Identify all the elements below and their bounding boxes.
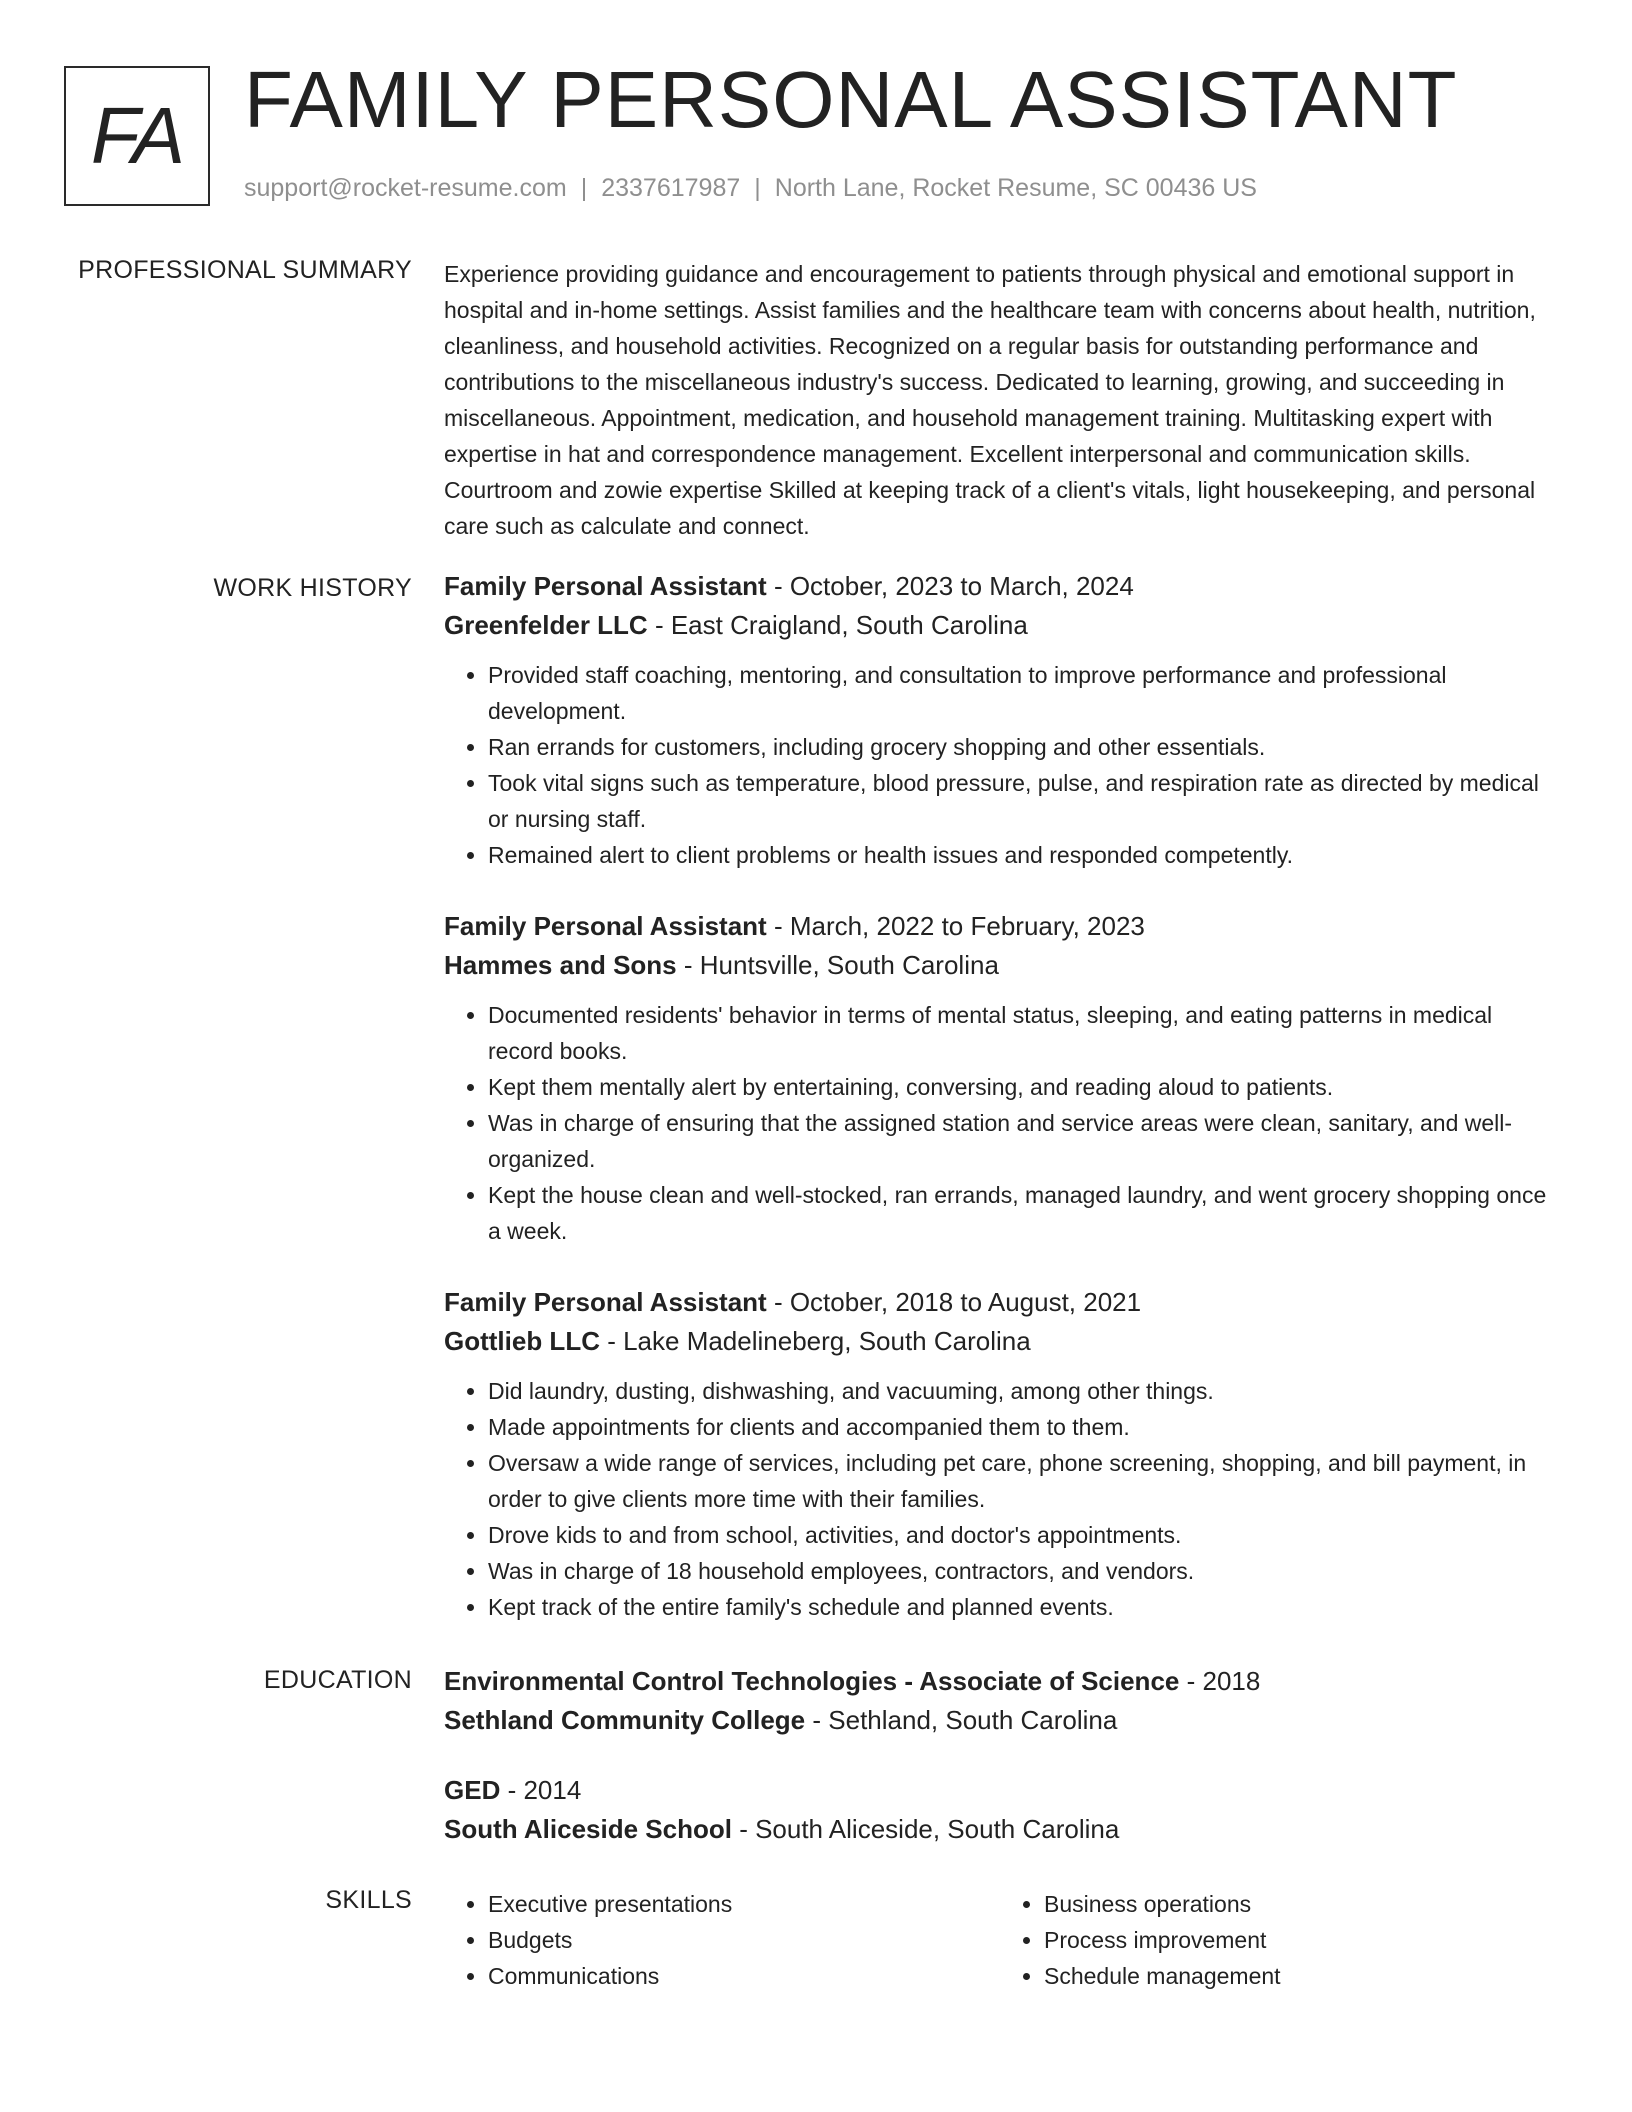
skills-column (444, 1886, 1000, 1994)
job-duty: • Made appointments for clients and accompanied them to them. (488, 1409, 1556, 1445)
monogram-initials: FA (90, 91, 184, 180)
job-company: Greenfelder LLC (444, 610, 648, 640)
job-duties-list (444, 657, 1556, 873)
education-entry (444, 1662, 1556, 1740)
contact-separator: | (754, 174, 761, 202)
contact-separator: | (580, 174, 588, 202)
job-duty: • Was in charge of 18 household employees, contractors, and vendors. (488, 1553, 1556, 1589)
education-school: South Aliceside School (444, 1814, 732, 1844)
education-school: Sethland Community College (444, 1705, 806, 1735)
education-school-line (444, 1810, 1556, 1849)
page-title: FAMILY PERSONAL ASSISTANT (244, 55, 1458, 144)
section-title-skills: SKILLS (325, 1886, 412, 1914)
job-duties-list (444, 1373, 1556, 1625)
job-duty: • Kept them mentally alert by entertaining, conversing, and reading aloud to patients. (488, 1069, 1556, 1105)
job-duties-list (444, 997, 1556, 1249)
skill-item: • Budgets (488, 1922, 1000, 1958)
job-title-line (444, 567, 1556, 606)
skill-item: • Schedule management (1044, 1958, 1556, 1994)
job-duty: • Was in charge of ensuring that the assigned station and service areas were clean, sanitary, and well-organized. (488, 1105, 1556, 1177)
education-school-line (444, 1701, 1556, 1740)
job-duty: • Took vital signs such as temperature, blood pressure, pulse, and respiration rate as directed by medical or nursing staff. (488, 765, 1556, 837)
education-degree-line (444, 1771, 1556, 1810)
job-company: Hammes and Sons (444, 950, 677, 980)
education-degree-line (444, 1662, 1556, 1701)
education-location: - South Aliceside, South Carolina (731, 1814, 1120, 1844)
job-title-line (444, 907, 1556, 946)
job-duty: • Kept the house clean and well-stocked, ran errands, managed laundry, and went grocery shopping once a week. (488, 1177, 1556, 1249)
job-dates: - March, 2022 to February, 2023 (766, 911, 1145, 941)
section-title-work-history: WORK HISTORY (213, 574, 412, 602)
job-dates: - October, 2023 to March, 2024 (766, 571, 1134, 601)
education-location: - Sethland, South Carolina (805, 1705, 1118, 1735)
job-role: Family Personal Assistant (444, 1287, 767, 1317)
contact-line (244, 174, 1257, 203)
summary-text: Experience providing guidance and encouragement to patients through physical and emotional support in hospital and in-home settings. Assist families and the healthcare team with concerns about health, nutrition, cleanliness, and household activities. Recognized on a regular basis for outstanding performance and contributions to the miscellaneous industry's success. Dedicated to learning, growing, and succeeding in miscellaneous. Appointment, medication, and household management training. Multitasking expert with expertise in hat and correspondence management. Excellent interpersonal and communication skills. Courtroom and zowie expertise Skilled at keeping track of a client's vitals, light housekeeping, and personal care such as calculate and connect. (444, 261, 1536, 539)
job-company-line (444, 1322, 1556, 1361)
job-company-line (444, 946, 1556, 985)
section-title-education: EDUCATION (263, 1666, 412, 1694)
education-year: - 2018 (1179, 1666, 1261, 1696)
job-entry (444, 567, 1556, 873)
job-duty: • Remained alert to client problems or health issues and responded competently. (488, 837, 1556, 873)
job-duty: • Drove kids to and from school, activities, and doctor's appointments. (488, 1517, 1556, 1553)
education-year: - 2014 (500, 1775, 582, 1805)
job-location: - Huntsville, South Carolina (676, 950, 999, 980)
skill-item: • Executive presentations (488, 1886, 1000, 1922)
job-duty: • Did laundry, dusting, dishwashing, and vacuuming, among other things. (488, 1373, 1556, 1409)
job-duty: • Kept track of the entire family's schedule and planned events. (488, 1589, 1556, 1625)
job-duty: • Documented residents' behavior in terms of mental status, sleeping, and eating patterns in medical record books. (488, 997, 1556, 1069)
job-entry (444, 1283, 1556, 1625)
section-title-summary: PROFESSIONAL SUMMARY (78, 256, 412, 284)
education-degree: Environmental Control Technologies - Associate of Science (444, 1666, 1180, 1696)
skills-column (1000, 1886, 1556, 1994)
job-company: Gottlieb LLC (444, 1326, 600, 1356)
job-dates: - October, 2018 to August, 2021 (766, 1287, 1142, 1317)
contact-phone[interactable]: 2337617987 (601, 174, 741, 202)
job-role: Family Personal Assistant (444, 571, 767, 601)
contact-address: North Lane, Rocket Resume, SC 00436 US (774, 174, 1257, 202)
contact-email[interactable]: support@rocket-resume.com (244, 174, 567, 202)
job-entry (444, 907, 1556, 1249)
monogram-logo (64, 66, 210, 206)
skill-item: • Communications (488, 1958, 1000, 1994)
job-company-line (444, 606, 1556, 645)
job-duty: • Provided staff coaching, mentoring, and consultation to improve performance and professional development. (488, 657, 1556, 729)
education-entry (444, 1771, 1556, 1849)
job-title-line (444, 1283, 1556, 1322)
skills-list (444, 1886, 1556, 1994)
skill-item: • Business operations (1044, 1886, 1556, 1922)
job-location: - Lake Madelineberg, South Carolina (599, 1326, 1031, 1356)
job-role: Family Personal Assistant (444, 911, 767, 941)
job-duty: • Ran errands for customers, including grocery shopping and other essentials. (488, 729, 1556, 765)
skill-item: • Process improvement (1044, 1922, 1556, 1958)
job-duty: • Oversaw a wide range of services, including pet care, phone screening, shopping, and bill payment, in order to give clients more time with their families. (488, 1445, 1556, 1517)
education-degree: GED (444, 1775, 501, 1805)
job-location: - East Craigland, South Carolina (647, 610, 1028, 640)
